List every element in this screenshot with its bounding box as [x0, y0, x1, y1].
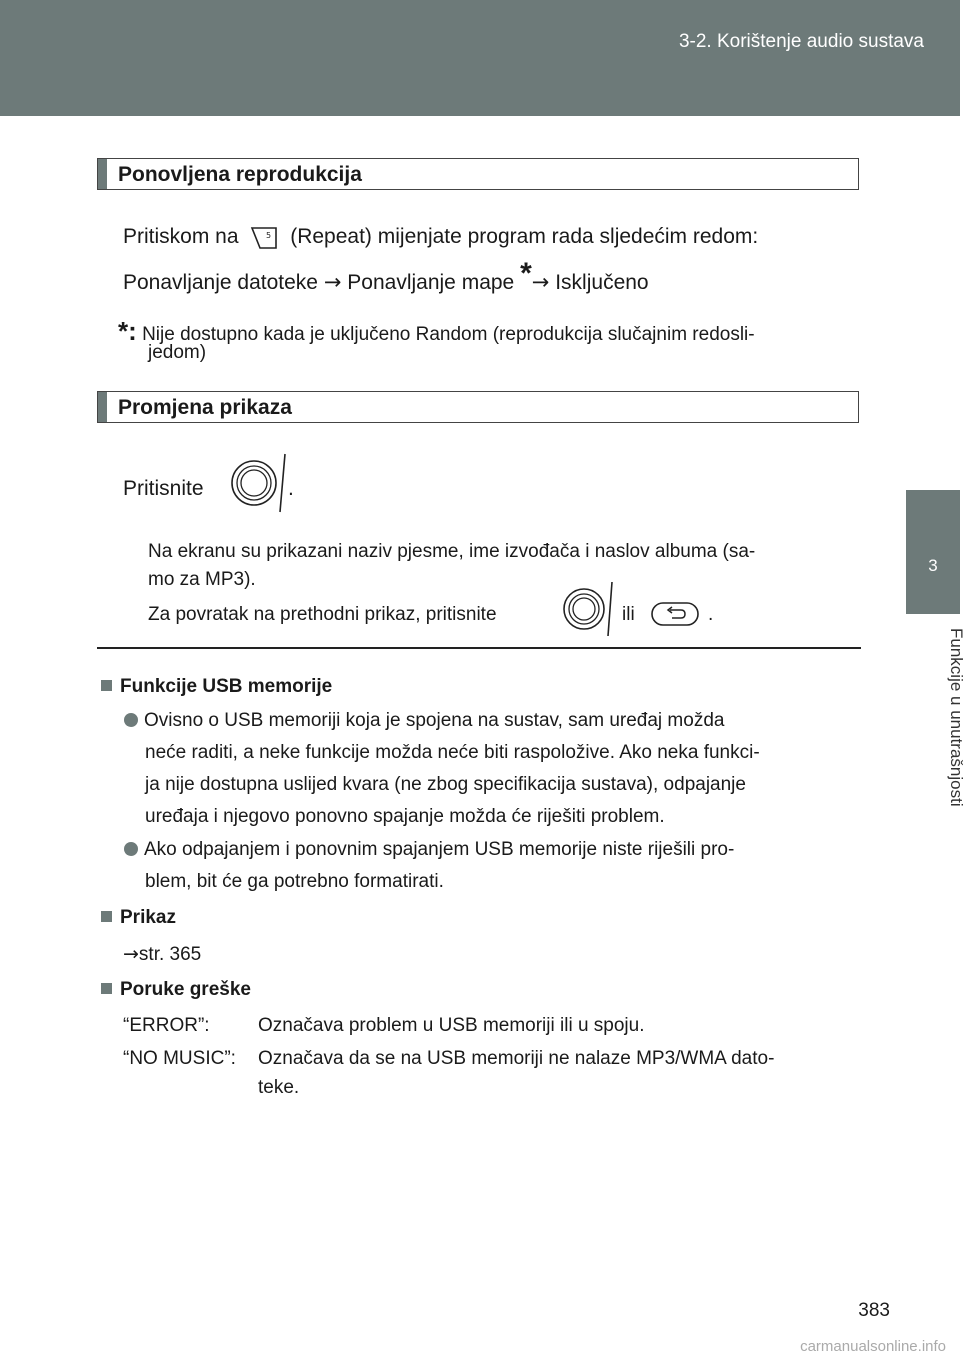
section-title: 3-2. Korištenje audio sustava — [678, 31, 924, 52]
chapter-label: Funkcije u unutrašnjosti — [947, 628, 966, 807]
usb-bullet-1: Ovisno o USB memoriji koja je spojena na sustav, sam uređaj možda — [124, 707, 860, 736]
error-description: Označava problem u USB memoriji ili u spoju. — [258, 1015, 645, 1036]
usb-bullet-2: Ako odpajanjem i ponovnim spajanjem USB memorije niste riješili pro- — [124, 836, 860, 865]
back-button-icon — [650, 600, 700, 628]
chapter-tab — [906, 490, 960, 614]
tune-knob-icon-2 — [560, 580, 616, 638]
usb-heading: Funkcije USB memorije — [101, 673, 332, 702]
display-press-text: Pritisnite — [123, 477, 204, 500]
repeat-button-icon — [248, 226, 280, 248]
repeat-note-cont: jedom) — [148, 342, 207, 363]
button-digit: 5 — [266, 231, 272, 241]
watermark: carmanualsonline.info — [800, 1338, 946, 1355]
repeat-sequence: Ponavljanje datoteke → Ponavljanje mape *→ Isključeno — [123, 257, 649, 294]
section-divider — [97, 647, 861, 649]
display-heading: Promjena prikaza — [97, 391, 859, 423]
square-bullet-icon — [101, 983, 112, 994]
error-code: “ERROR”: — [123, 1015, 210, 1036]
errors-heading: Poruke greške — [101, 976, 251, 1005]
display-description: Na ekranu su prikazani naziv pjesme, ime izvođača i naslov albuma (sa- — [148, 541, 756, 562]
header-bar — [0, 0, 960, 116]
page-number: 383 — [858, 1300, 890, 1321]
chapter-number: 3 — [928, 556, 938, 575]
repeat-note: *: Nije dostupno kada je uključeno Random (reprodukcija slučajnim redosli- — [118, 316, 755, 346]
prikaz-heading: Prikaz — [101, 904, 176, 933]
repeat-heading: Ponovljena reprodukcija — [97, 158, 859, 190]
round-bullet-icon — [124, 713, 138, 727]
round-bullet-icon — [124, 842, 138, 856]
tune-knob-icon — [228, 452, 290, 514]
square-bullet-icon — [101, 911, 112, 922]
error-description: Označava da se na USB memoriji ne nalaze MP3/WMA dato- — [258, 1048, 775, 1069]
display-back-text: Za povratak na prethodni prikaz, pritisnite — [148, 604, 497, 625]
error-code: “NO MUSIC”: — [123, 1048, 236, 1069]
square-bullet-icon — [101, 680, 112, 691]
prikaz-ref: →str. 365 — [123, 943, 202, 965]
repeat-instruction: Pritiskom na 5 (Repeat) mijenjate program rada sljedećim redom: — [123, 225, 759, 248]
